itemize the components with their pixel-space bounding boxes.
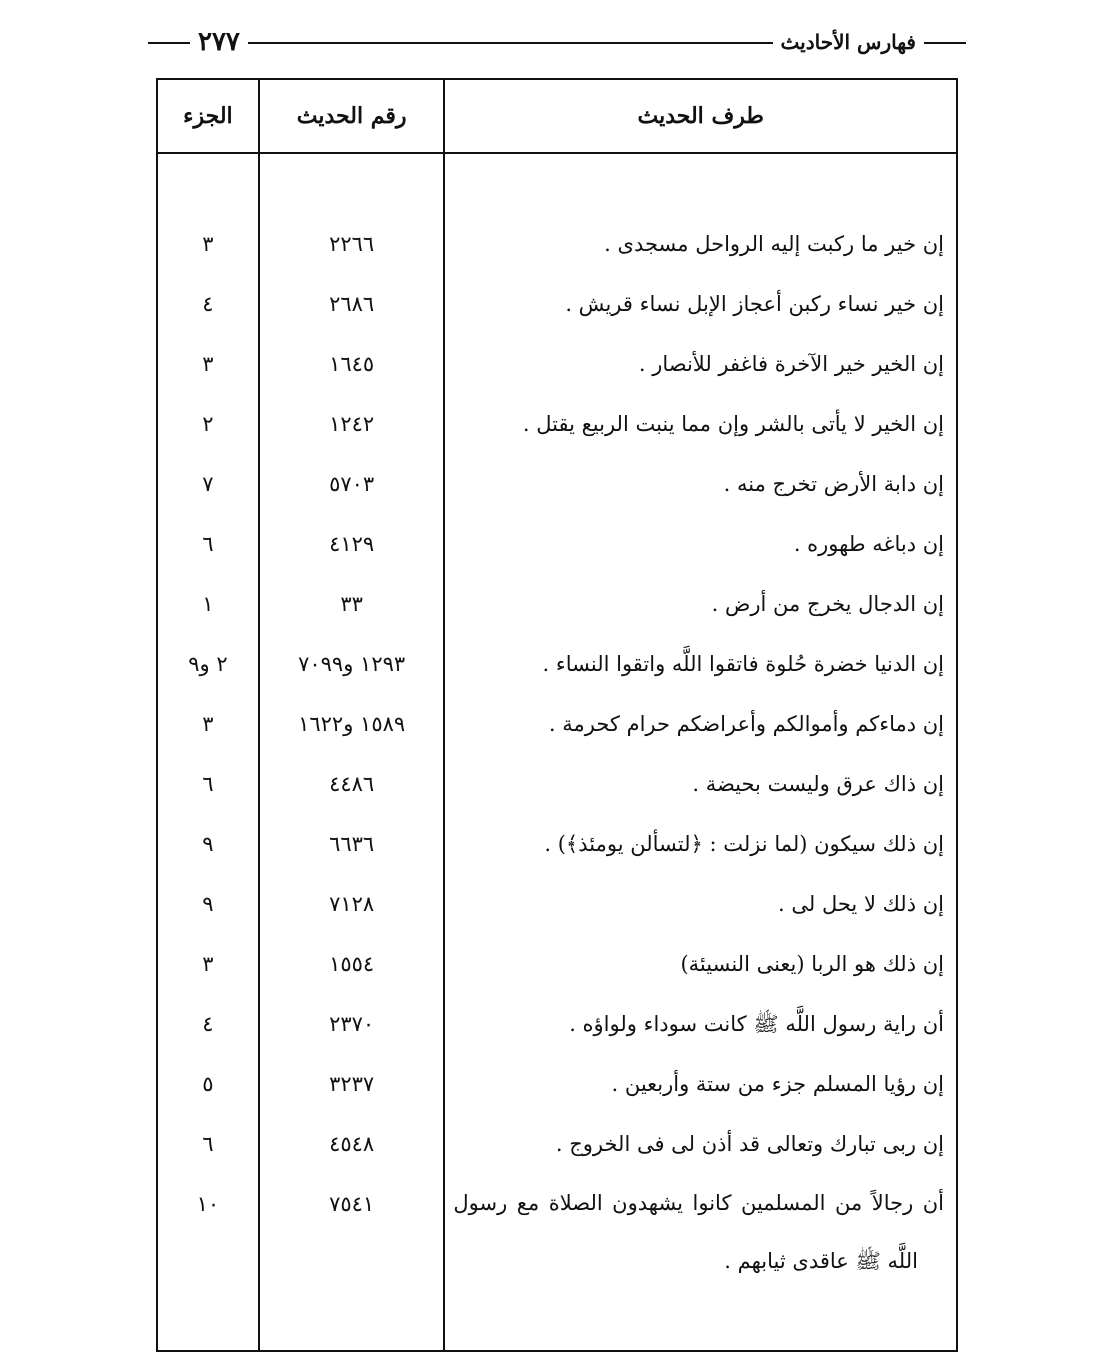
hadith-number-cell: ٧١٢٨ [259,874,445,934]
volume-cell: ٣ [157,214,259,274]
hadith-text-cell: إن الدنيا خضرة حُلوة فاتقوا اللَّه واتقوا النساء . [444,634,957,694]
hadith-number-cell: ٤٥٤٨ [259,1114,445,1174]
volume-cell: ١٠ [157,1174,259,1290]
table-row [157,994,957,1054]
table-row [157,274,957,334]
top-spacer-row [157,153,957,214]
hadith-text-cell: إن الخير لا يأتى بالشر وإن مما ينبت الربيع يقتل . [444,394,957,454]
volume-cell: ٦ [157,1114,259,1174]
page-header [156,26,958,60]
header-dash-right [936,42,966,44]
hadith-text-line: أن رجالاً من المسلمين كانوا يشهدون الصلاة مع رسول [453,1191,944,1215]
hadith-number-cell: ٢٢٦٦ [259,214,445,274]
column-header-volume: الجزء [157,79,259,153]
hadith-text-cell: إن الدجال يخرج من أرض . [444,574,957,634]
hadith-text-cell: إن خير نساء ركبن أعجاز الإبل نساء قريش . [444,274,957,334]
volume-cell: ٢ و٩ [157,634,259,694]
hadith-text-cell: أن راية رسول اللَّه ﷺ كانت سوداء ولواؤه . [444,994,957,1054]
column-header-hadith-text: طرف الحديث [444,79,957,153]
hadith-text-cell: إن ربى تبارك وتعالى قد أذن لى فى الخروج . [444,1114,957,1174]
hadith-number-cell: ١٥٨٩ و١٦٢٢ [259,694,445,754]
volume-cell: ٤ [157,994,259,1054]
hadith-number-cell: ١٢٩٣ و٧٠٩٩ [259,634,445,694]
hadith-number-cell: ٢٣٧٠ [259,994,445,1054]
volume-cell: ٣ [157,334,259,394]
bottom-spacer-row [157,1290,957,1351]
volume-cell: ٥ [157,1054,259,1114]
running-title: فهارس الأحاديث [773,26,924,58]
table-row [157,574,957,634]
hadith-number-cell: ١٥٥٤ [259,934,445,994]
table-body [157,153,957,1351]
hadith-number-cell: ٥٧٠٣ [259,454,445,514]
table-row [157,874,957,934]
hadith-text-cell: إن دماءكم وأموالكم وأعراضكم حرام كحرمة . [444,694,957,754]
table-row [157,694,957,754]
hadith-number-cell: ٣٢٣٧ [259,1054,445,1114]
volume-cell: ١ [157,574,259,634]
hadith-number-cell: ٤١٢٩ [259,514,445,574]
table-row [157,1174,957,1290]
hadith-index-table [156,78,958,1352]
hadith-text-cell: إن ذاك عرق وليست بحيضة . [444,754,957,814]
table-row [157,214,957,274]
volume-cell: ٣ [157,934,259,994]
volume-cell: ٦ [157,754,259,814]
hadith-text-cell: إن ذلك لا يحل لى . [444,874,957,934]
hadith-text-cell: إن ذلك هو الربا (يعنى النسيئة) [444,934,957,994]
hadith-number-cell: ٦٦٣٦ [259,814,445,874]
table-row [157,634,957,694]
table-row [157,934,957,994]
hadith-text-cell: إن دابة الأرض تخرج منه . [444,454,957,514]
table-row [157,1054,957,1114]
table-row [157,814,957,874]
hadith-number-cell: ٤٤٨٦ [259,754,445,814]
hadith-number-cell: ١٢٤٢ [259,394,445,454]
header-dash-left [148,42,178,44]
volume-cell: ٤ [157,274,259,334]
table-row [157,394,957,454]
volume-cell: ٧ [157,454,259,514]
table-row [157,334,957,394]
volume-cell: ٢ [157,394,259,454]
volume-cell: ٦ [157,514,259,574]
table-row [157,514,957,574]
table-row [157,1114,957,1174]
volume-cell: ٩ [157,814,259,874]
hadith-text-cell: إن ذلك سيكون (لما نزلت : ﴿لتسألن يومئذ﴾) . [444,814,957,874]
hadith-text-continuation: اللَّه ﷺ عاقدى ثيابهم . [724,1249,918,1273]
volume-cell: ٩ [157,874,259,934]
hadith-number-cell: ١٦٤٥ [259,334,445,394]
column-header-hadith-number: رقم الحديث [259,79,445,153]
hadith-text-cell: إن خير ما ركبت إليه الرواحل مسجدى . [444,214,957,274]
table-header-row [157,79,957,153]
hadith-text-cell: إن رؤيا المسلم جزء من ستة وأربعين . [444,1054,957,1114]
table-row [157,754,957,814]
hadith-number-cell: ٢٦٨٦ [259,274,445,334]
hadith-text-cell [444,1174,957,1290]
hadith-number-cell: ٧٥٤١ [259,1174,445,1290]
hadith-text-cell: إن الخير خير الآخرة فاغفر للأنصار . [444,334,957,394]
hadith-text-cell: إن دباغه طهوره . [444,514,957,574]
hadith-number-cell: ٣٣ [259,574,445,634]
table-row [157,454,957,514]
volume-cell: ٣ [157,694,259,754]
page-number: ٢٧٧ [190,26,248,58]
